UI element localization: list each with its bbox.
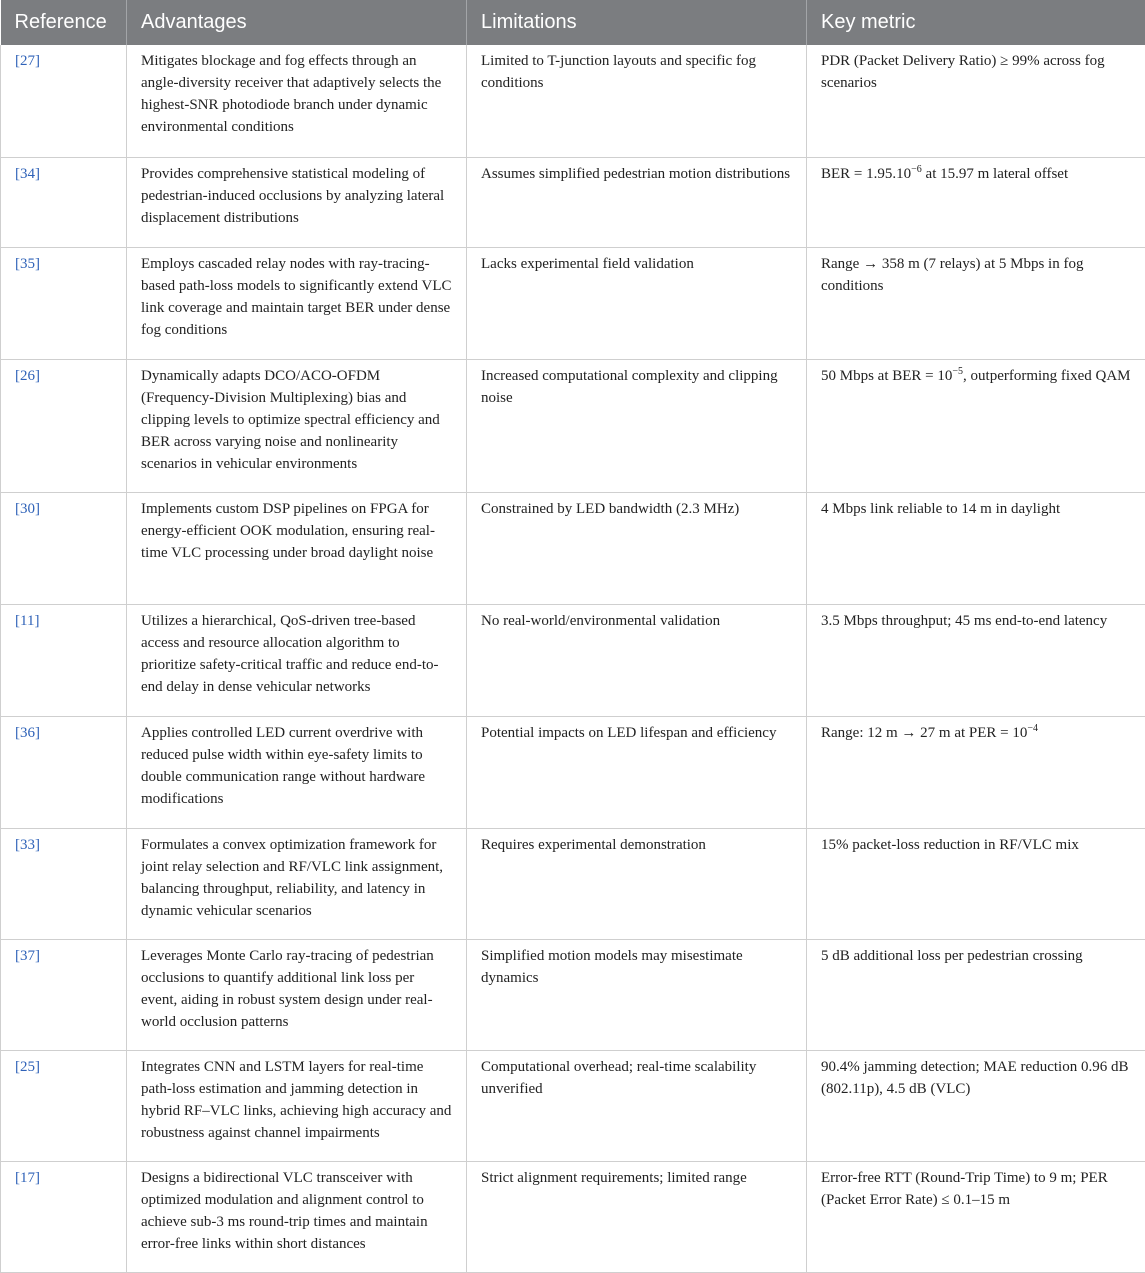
limitations-cell: Computational overhead; real-time scalability unverified	[467, 1050, 807, 1161]
advantages-cell: Formulates a convex optimization framework for joint relay selection and RF/VLC link assignment, balancing throughput, reliability, and latency in dynamic vehicular scenarios	[127, 828, 467, 939]
advantages-cell: Dynamically adapts DCO/ACO-OFDM (Frequency-Division Multiplexing) bias and clipping levels to optimize spectral efficiency and BER across varying noise and nonlinearity scenarios in vehicular environments	[127, 359, 467, 492]
header-advantages: Advantages	[127, 0, 467, 45]
limitations-cell: Requires experimental demonstration	[467, 828, 807, 939]
advantages-cell: Utilizes a hierarchical, QoS-driven tree-based access and resource allocation algorithm to prioritize safety-critical traffic and reduce end-to-end delay in dense vehicular networks	[127, 604, 467, 716]
advantages-cell: Applies controlled LED current overdrive with reduced pulse width within eye-safety limits to double communication range without hardware modifications	[127, 716, 467, 828]
table-row	[1, 247, 1145, 359]
header-reference: Reference	[1, 0, 127, 45]
key-metric-cell: 3.5 Mbps throughput; 45 ms end-to-end latency	[807, 604, 1145, 716]
table-row	[1, 939, 1145, 1050]
limitations-cell: Constrained by LED bandwidth (2.3 MHz)	[467, 492, 807, 604]
table-row	[1, 157, 1145, 247]
limitations-cell: Increased computational complexity and clipping noise	[467, 359, 807, 492]
key-metric-cell: Range → 358 m (7 relays) at 5 Mbps in fog conditions	[807, 247, 1145, 359]
header-key-metric: Key metric	[807, 0, 1145, 45]
table-row	[1, 716, 1145, 828]
reference-link[interactable]: [30]	[15, 501, 40, 517]
key-metric-cell: 5 dB additional loss per pedestrian crossing	[807, 939, 1145, 1050]
advantages-cell: Implements custom DSP pipelines on FPGA for energy-efficient OOK modulation, ensuring real-time VLC processing under broad daylight noise	[127, 492, 467, 604]
table-row	[1, 1050, 1145, 1161]
reference-link[interactable]: [27]	[15, 53, 40, 69]
reference-link[interactable]: [11]	[15, 613, 39, 629]
reference-link[interactable]: [34]	[15, 166, 40, 182]
table-row	[1, 45, 1145, 157]
advantages-cell: Leverages Monte Carlo ray-tracing of pedestrian occlusions to quantify additional link loss per event, aiding in robust system design under real-world occlusion patterns	[127, 939, 467, 1050]
advantages-cell: Designs a bidirectional VLC transceiver with optimized modulation and alignment control to achieve sub-3 ms round-trip times and maintain error-free links within short distances	[127, 1161, 467, 1272]
table-row	[1, 1161, 1145, 1272]
reference-link[interactable]: [26]	[15, 368, 40, 384]
key-metric-cell: 4 Mbps link reliable to 14 m in daylight	[807, 492, 1145, 604]
limitations-cell: Lacks experimental field validation	[467, 247, 807, 359]
key-metric-cell: BER = $1.95.10^{-6}$ at 15.97 m lateral offset	[807, 157, 1145, 247]
limitations-cell: Potential impacts on LED lifespan and efficiency	[467, 716, 807, 828]
table-header-row	[1, 0, 1145, 45]
key-metric-cell: Error-free RTT (Round-Trip Time) to 9 m; PER (Packet Error Rate) ≤ 0.1–15 m	[807, 1161, 1145, 1272]
reference-link[interactable]: [37]	[15, 948, 40, 964]
key-metric-cell: 90.4% jamming detection; MAE reduction 0.96 dB (802.11p), 4.5 dB (VLC)	[807, 1050, 1145, 1161]
limitations-cell: Simplified motion models may misestimate dynamics	[467, 939, 807, 1050]
limitations-cell: Assumes simplified pedestrian motion distributions	[467, 157, 807, 247]
reference-link[interactable]: [33]	[15, 837, 40, 853]
table-row	[1, 359, 1145, 492]
advantages-cell: Employs cascaded relay nodes with ray-tracing-based path-loss models to significantly extend VLC link coverage and maintain target BER under dense fog conditions	[127, 247, 467, 359]
table-row	[1, 828, 1145, 939]
reference-link[interactable]: [17]	[15, 1170, 40, 1186]
limitations-cell: No real-world/environmental validation	[467, 604, 807, 716]
reference-link[interactable]: [36]	[15, 725, 40, 741]
advantages-cell: Mitigates blockage and fog effects through an angle-diversity receiver that adaptively selects the highest-SNR photodiode branch under dynamic environmental conditions	[127, 45, 467, 157]
limitations-cell: Limited to T-junction layouts and specific fog conditions	[467, 45, 807, 157]
key-metric-cell: Range: 12 m → 27 m at PER = $10^{-4}$	[807, 716, 1145, 828]
reference-link[interactable]: [35]	[15, 256, 40, 272]
advantages-cell: Provides comprehensive statistical modeling of pedestrian-induced occlusions by analyzing lateral displacement distributions	[127, 157, 467, 247]
reference-link[interactable]: [25]	[15, 1059, 40, 1075]
key-metric-cell: 15% packet-loss reduction in RF/VLC mix	[807, 828, 1145, 939]
advantages-cell: Integrates CNN and LSTM layers for real-time path-loss estimation and jamming detection in hybrid RF–VLC links, achieving high accuracy and robustness against channel impairments	[127, 1050, 467, 1161]
header-limitations: Limitations	[467, 0, 807, 45]
limitations-cell: Strict alignment requirements; limited range	[467, 1161, 807, 1272]
key-metric-cell: PDR (Packet Delivery Ratio) ≥ 99% across fog scenarios	[807, 45, 1145, 157]
table-row	[1, 492, 1145, 604]
key-metric-cell: 50 Mbps at BER = $10^{-5}$, outperforming fixed QAM	[807, 359, 1145, 492]
table-row	[1, 604, 1145, 716]
